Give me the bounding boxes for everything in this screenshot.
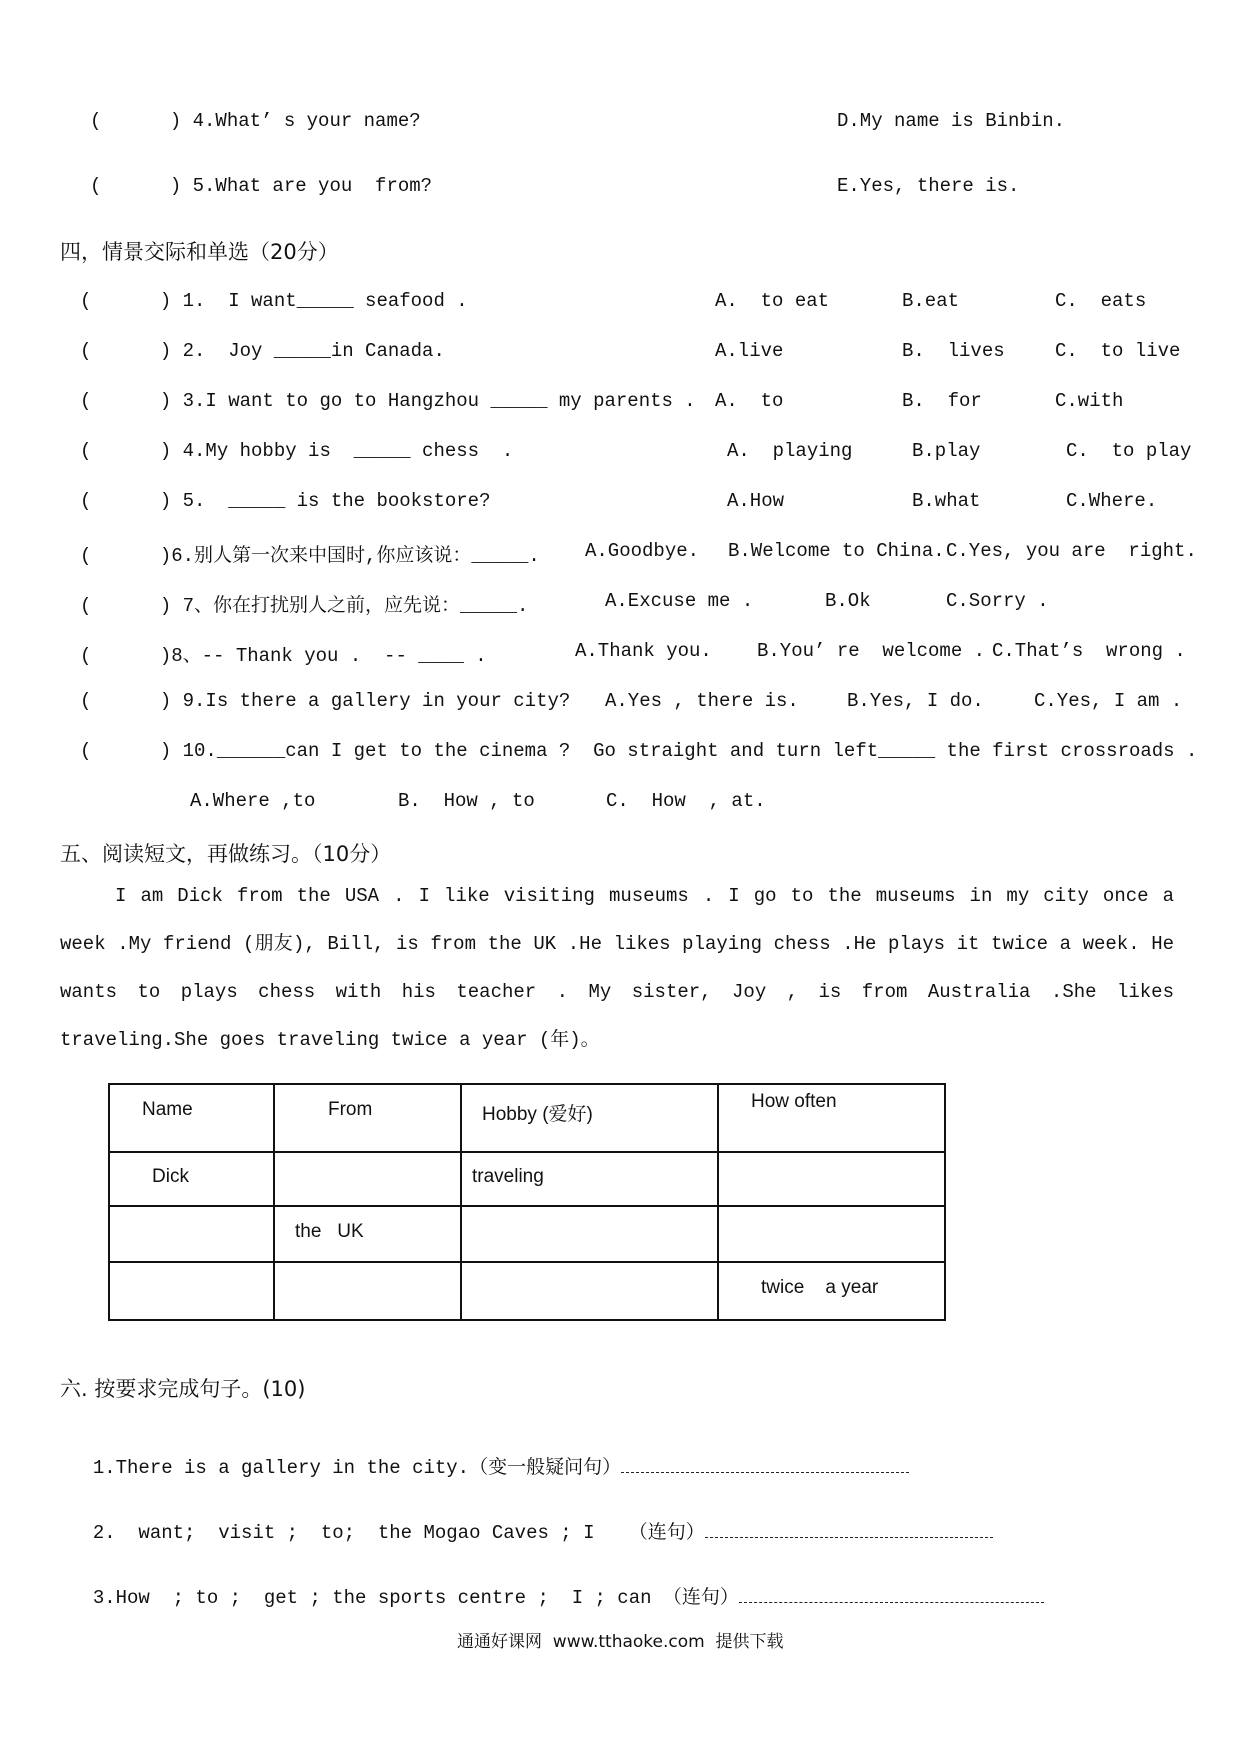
- table-cell[interactable]: [461, 1262, 718, 1320]
- sentence-2: 2. want; visit ; to; the Mogao Caves ; I （连句）: [70, 1495, 993, 1544]
- table-cell[interactable]: traveling: [461, 1152, 718, 1206]
- table-row: [109, 1262, 945, 1320]
- table-cell[interactable]: [718, 1206, 945, 1262]
- table-cell[interactable]: [109, 1206, 274, 1262]
- question-7-option-b[interactable]: B.Ok: [825, 590, 871, 612]
- question-8-option-c[interactable]: C.That’s wrong .: [992, 640, 1186, 662]
- section6-title: 六. 按要求完成句子。(10): [60, 1377, 306, 1401]
- question-5: ( ) 5. _____ is the bookstore?: [80, 490, 491, 512]
- match-q5: ( ) 5.What are you from?: [90, 175, 433, 197]
- q10-option-b: B. How , to: [398, 790, 535, 812]
- table-cell[interactable]: [718, 1152, 945, 1206]
- question-1: ( ) 1. I want_____ seafood .: [80, 290, 468, 312]
- question-3: ( ) 3.I want to go to Hangzhou _____ my parents .: [80, 390, 696, 412]
- question-6-option-c[interactable]: C.Yes, you are right.: [946, 540, 1197, 562]
- sentence-3: 3.How ; to ; get ; the sports centre ; I ; can （连句）: [70, 1560, 1044, 1609]
- question-4-option-b[interactable]: B.play: [912, 440, 981, 462]
- question-6: ( )6.别人第一次来中国时,你应该说：_____.: [80, 545, 540, 567]
- answer-line[interactable]: [705, 1523, 993, 1538]
- table-cell[interactable]: Dick: [109, 1152, 274, 1206]
- question-7-option-a[interactable]: A.Excuse me .: [605, 590, 754, 612]
- table-header-cell: How often: [718, 1084, 945, 1152]
- question-4-option-a[interactable]: A. playing: [727, 440, 853, 462]
- question-3-option-c[interactable]: C.with: [1055, 390, 1124, 412]
- question-10: ( ) 10.______can I get to the cinema ? Go straight and turn left_____ the first crossroads .: [80, 740, 1198, 762]
- match-q4: ( ) 4.What’ s your name?: [90, 110, 421, 132]
- question-1-option-c[interactable]: C. eats: [1055, 290, 1147, 312]
- table-header-cell: Hobby (爱好): [461, 1084, 718, 1152]
- answer-line[interactable]: [621, 1458, 909, 1473]
- answer-line[interactable]: [739, 1588, 1044, 1603]
- footer-credit: 通通好课网 www.tthaoke.com 提供下载: [457, 1632, 784, 1652]
- section5-title: 五、阅读短文，再做练习。（10分）: [60, 842, 392, 866]
- table-header-cell: From: [274, 1084, 461, 1152]
- question-8-option-b[interactable]: B.You’ re welcome .: [757, 640, 986, 662]
- question-8-option-a[interactable]: A.Thank you.: [575, 640, 712, 662]
- q10-option-a: A.Where ,to: [190, 790, 316, 812]
- question-6-option-b[interactable]: B.Welcome to China.: [728, 540, 945, 562]
- question-2-option-a[interactable]: A.live: [715, 340, 784, 362]
- question-2-option-c[interactable]: C. to live: [1055, 340, 1181, 362]
- question-9: ( ) 9.Is there a gallery in your city?: [80, 690, 571, 712]
- question-6-option-a[interactable]: A.Goodbye.: [585, 540, 700, 562]
- question-5-option-c[interactable]: C.Where.: [1066, 490, 1158, 512]
- table-cell[interactable]: [109, 1262, 274, 1320]
- match-a4: D.My name is Binbin.: [837, 110, 1066, 132]
- question-1-option-a[interactable]: A. to eat: [715, 290, 830, 312]
- question-3-option-b[interactable]: B. for: [902, 390, 982, 412]
- reading-table: [108, 1083, 946, 1321]
- section4-title: 四，情景交际和单选（20分）: [60, 240, 339, 264]
- table-cell[interactable]: the UK: [274, 1206, 461, 1262]
- table-cell[interactable]: [274, 1262, 461, 1320]
- table-row: [109, 1152, 945, 1206]
- question-5-option-a[interactable]: A.How: [727, 490, 785, 512]
- table-header-cell: Name: [109, 1084, 274, 1152]
- question-2-option-b[interactable]: B. lives: [902, 340, 1005, 362]
- question-2: ( ) 2. Joy _____in Canada.: [80, 340, 445, 362]
- question-4: ( ) 4.My hobby is _____ chess .: [80, 440, 514, 462]
- question-7: ( ) 7、你在打扰别人之前，应先说：_____.: [80, 595, 529, 617]
- question-9-option-a[interactable]: A.Yes , there is.: [605, 690, 799, 712]
- reading-passage: I am Dick from the USA . I like visiting museums . I go to the museums in my city once a week .My friend (朋友), Bill, is from the UK .He likes playing chess .He plays it twice a week. He wants to plays chess with his teacher . My sister, Joy , is from Australia .She likes traveling.She goes traveling twice a year (年)。: [60, 885, 1174, 1051]
- table-row: [109, 1206, 945, 1262]
- question-7-option-c[interactable]: C.Sorry .: [946, 590, 1049, 612]
- question-9-option-b[interactable]: B.Yes, I do.: [847, 690, 984, 712]
- match-a5: E.Yes, there is.: [837, 175, 1020, 197]
- question-1-option-b[interactable]: B.eat: [902, 290, 960, 312]
- question-8: ( )8、-- Thank you . -- ____ .: [80, 645, 487, 667]
- sentence-1: 1.There is a gallery in the city.（变一般疑问句）: [70, 1430, 909, 1479]
- question-3-option-a[interactable]: A. to: [715, 390, 784, 412]
- question-9-option-c[interactable]: C.Yes, I am .: [1034, 690, 1183, 712]
- table-cell[interactable]: twice a year: [718, 1262, 945, 1320]
- question-5-option-b[interactable]: B.what: [912, 490, 981, 512]
- table-cell[interactable]: [461, 1206, 718, 1262]
- question-4-option-c[interactable]: C. to play: [1066, 440, 1192, 462]
- q10-option-c: C. How , at.: [606, 790, 766, 812]
